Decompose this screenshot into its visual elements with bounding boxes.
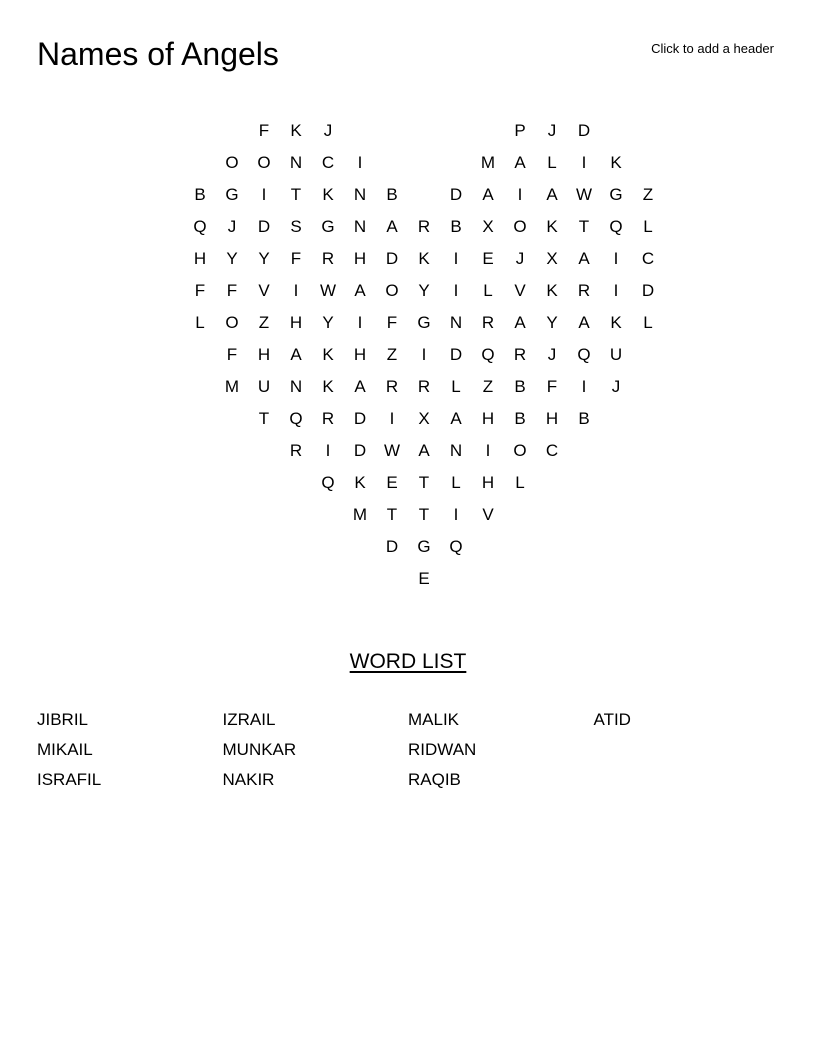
grid-letter: G <box>417 313 431 332</box>
grid-letter: C <box>641 249 655 268</box>
grid-letter: I <box>293 281 299 300</box>
grid-letter: G <box>225 185 239 204</box>
grid-letter: E <box>386 473 398 492</box>
grid-letter: R <box>321 409 335 428</box>
grid-letter: Q <box>481 345 495 364</box>
grid-letter: Q <box>193 217 207 236</box>
grid-letter: E <box>418 569 430 588</box>
grid-letter: O <box>385 281 399 300</box>
grid-letter: J <box>611 377 621 396</box>
grid-letter: R <box>321 249 335 268</box>
grid-letter: H <box>481 473 495 492</box>
grid-letter: I <box>517 185 523 204</box>
grid-letter: A <box>386 217 398 236</box>
grid-letter: A <box>418 441 430 460</box>
grid-letter: Q <box>609 217 623 236</box>
grid-letter: R <box>385 377 399 396</box>
grid-letter: G <box>609 185 623 204</box>
grid-letter: I <box>389 409 395 428</box>
grid-letter: T <box>418 505 430 524</box>
grid-letter: H <box>193 249 207 268</box>
grid-letter: I <box>613 281 619 300</box>
grid-letter: R <box>417 217 431 236</box>
grid-letter: J <box>515 249 525 268</box>
grid-letter: K <box>610 153 622 172</box>
grid-letter: I <box>421 345 427 364</box>
grid-letter: L <box>451 473 461 492</box>
grid-letter: V <box>258 281 270 300</box>
word-list-item: ATID <box>593 710 631 729</box>
word-list-item: RIDWAN <box>408 740 477 759</box>
word-list-item: MALIK <box>408 710 460 729</box>
grid-letter: Y <box>258 249 270 268</box>
grid-letter: T <box>386 505 398 524</box>
grid-letter: I <box>357 313 363 332</box>
grid-letter: N <box>353 185 367 204</box>
grid-letter: T <box>258 409 270 428</box>
grid-letter: O <box>257 153 271 172</box>
word-list-item: JIBRIL <box>37 710 89 729</box>
grid-letter: I <box>581 153 587 172</box>
grid-letter: O <box>513 441 527 460</box>
grid-letter: U <box>257 377 271 396</box>
word-list-item: RAQIB <box>408 770 461 789</box>
grid-letter: Y <box>418 281 430 300</box>
grid-letter: I <box>613 249 619 268</box>
grid-letter: B <box>578 409 590 428</box>
grid-letter: L <box>195 313 205 332</box>
grid-letter: B <box>514 377 526 396</box>
grid-letter: H <box>353 249 367 268</box>
grid-letter: B <box>194 185 206 204</box>
grid-letter: T <box>290 185 302 204</box>
grid-letter: B <box>450 217 462 236</box>
grid-letter: L <box>547 153 557 172</box>
word-list-item: MIKAIL <box>37 740 93 759</box>
grid-letter: N <box>449 313 463 332</box>
grid-letter: K <box>354 473 366 492</box>
grid-letter: Y <box>322 313 334 332</box>
grid-letter: C <box>545 441 559 460</box>
grid-letter: R <box>513 345 527 364</box>
grid-letter: F <box>546 377 558 396</box>
grid-letter: F <box>258 121 270 140</box>
grid-letter: I <box>453 505 459 524</box>
grid-letter: L <box>483 281 493 300</box>
grid-letter: D <box>449 345 463 364</box>
grid-letter: O <box>513 217 527 236</box>
grid-letter: I <box>453 249 459 268</box>
grid-letter: S <box>290 217 302 236</box>
grid-letter: H <box>353 345 367 364</box>
grid-letter: I <box>261 185 267 204</box>
grid-letter: K <box>546 217 558 236</box>
grid-letter: B <box>386 185 398 204</box>
grid-letter: D <box>577 121 591 140</box>
grid-letter: L <box>643 313 653 332</box>
grid-letter: V <box>482 505 494 524</box>
grid-letter: M <box>480 153 496 172</box>
grid-letter: U <box>609 345 623 364</box>
grid-letter: D <box>641 281 655 300</box>
grid-letter: X <box>418 409 430 428</box>
grid-letter: A <box>450 409 462 428</box>
grid-letter: D <box>353 441 367 460</box>
grid-letter: Y <box>226 249 238 268</box>
grid-letter: A <box>578 249 590 268</box>
grid-letter: A <box>482 185 494 204</box>
grid-letter: K <box>322 377 334 396</box>
grid-letter: D <box>385 249 399 268</box>
grid-letter: T <box>418 473 430 492</box>
grid-letter: L <box>643 217 653 236</box>
grid-letter: Y <box>546 313 558 332</box>
word-list-item: ISRAFIL <box>37 770 102 789</box>
grid-letter: X <box>546 249 558 268</box>
word-list-item: NAKIR <box>222 770 275 789</box>
grid-letter: V <box>514 281 526 300</box>
grid-letter: N <box>289 153 303 172</box>
grid-letter: A <box>546 185 558 204</box>
grid-letter: F <box>194 281 206 300</box>
grid-letter: O <box>225 313 239 332</box>
grid-letter: I <box>325 441 331 460</box>
grid-letter: G <box>321 217 335 236</box>
grid-letter: K <box>290 121 302 140</box>
grid-letter: I <box>453 281 459 300</box>
grid-letter: F <box>290 249 302 268</box>
grid-letter: J <box>547 121 557 140</box>
grid-letter: L <box>451 377 461 396</box>
grid-letter: H <box>289 313 303 332</box>
grid-letter: K <box>546 281 558 300</box>
grid-letter: D <box>353 409 367 428</box>
grid-letter: Z <box>642 185 654 204</box>
grid-letter: X <box>482 217 494 236</box>
grid-letter: L <box>515 473 525 492</box>
grid-letter: E <box>482 249 494 268</box>
grid-letter: K <box>610 313 622 332</box>
grid-letter: D <box>449 185 463 204</box>
grid-letter: I <box>485 441 491 460</box>
grid-letter: I <box>581 377 587 396</box>
grid-letter: W <box>383 441 401 460</box>
grid-letter: J <box>227 217 237 236</box>
grid-letter: G <box>417 537 431 556</box>
grid-letter: Z <box>386 345 398 364</box>
grid-letter: N <box>353 217 367 236</box>
grid-letter: R <box>417 377 431 396</box>
grid-letter: K <box>418 249 430 268</box>
grid-letter: O <box>225 153 239 172</box>
grid-letter: Z <box>482 377 494 396</box>
grid-letter: R <box>577 281 591 300</box>
grid-letter: A <box>354 377 366 396</box>
grid-letter: K <box>322 185 334 204</box>
grid-letter: R <box>289 441 303 460</box>
grid-letter: R <box>481 313 495 332</box>
grid-letter: A <box>354 281 366 300</box>
grid-letter: I <box>357 153 363 172</box>
grid-letter: B <box>514 409 526 428</box>
grid-letter: A <box>514 153 526 172</box>
word-list <box>37 708 779 808</box>
grid-letter: D <box>257 217 271 236</box>
grid-letter: Q <box>577 345 591 364</box>
grid-letter: K <box>322 345 334 364</box>
grid-letter: J <box>323 121 333 140</box>
grid-letter: N <box>289 377 303 396</box>
grid-letter: H <box>481 409 495 428</box>
grid-letter: A <box>290 345 302 364</box>
grid-letter: C <box>321 153 335 172</box>
header-placeholder[interactable]: Click to add a header <box>651 41 774 56</box>
grid-letter: W <box>319 281 337 300</box>
grid-letter: F <box>226 281 238 300</box>
grid-letter: Z <box>258 313 270 332</box>
word-list-item: IZRAIL <box>222 710 276 729</box>
grid-letter: W <box>575 185 593 204</box>
grid-letter: D <box>385 537 399 556</box>
grid-letter: P <box>514 121 526 140</box>
grid-letter: T <box>578 217 590 236</box>
grid-letter: Q <box>289 409 303 428</box>
word-list-item: MUNKAR <box>222 740 297 759</box>
word-list-title: WORD LIST <box>349 650 467 673</box>
grid-letter: F <box>386 313 398 332</box>
page-title: Names of Angels <box>37 36 279 72</box>
word-search-grid <box>168 115 655 595</box>
grid-letter: Q <box>449 537 463 556</box>
grid-letter: H <box>545 409 559 428</box>
grid-letter: Q <box>321 473 335 492</box>
grid-letter: M <box>224 377 240 396</box>
grid-letter: N <box>449 441 463 460</box>
grid-letter: M <box>352 505 368 524</box>
grid-letter: J <box>547 345 557 364</box>
grid-letter: A <box>514 313 526 332</box>
grid-letter: H <box>257 345 271 364</box>
grid-letter: F <box>226 345 238 364</box>
grid-letter: A <box>578 313 590 332</box>
